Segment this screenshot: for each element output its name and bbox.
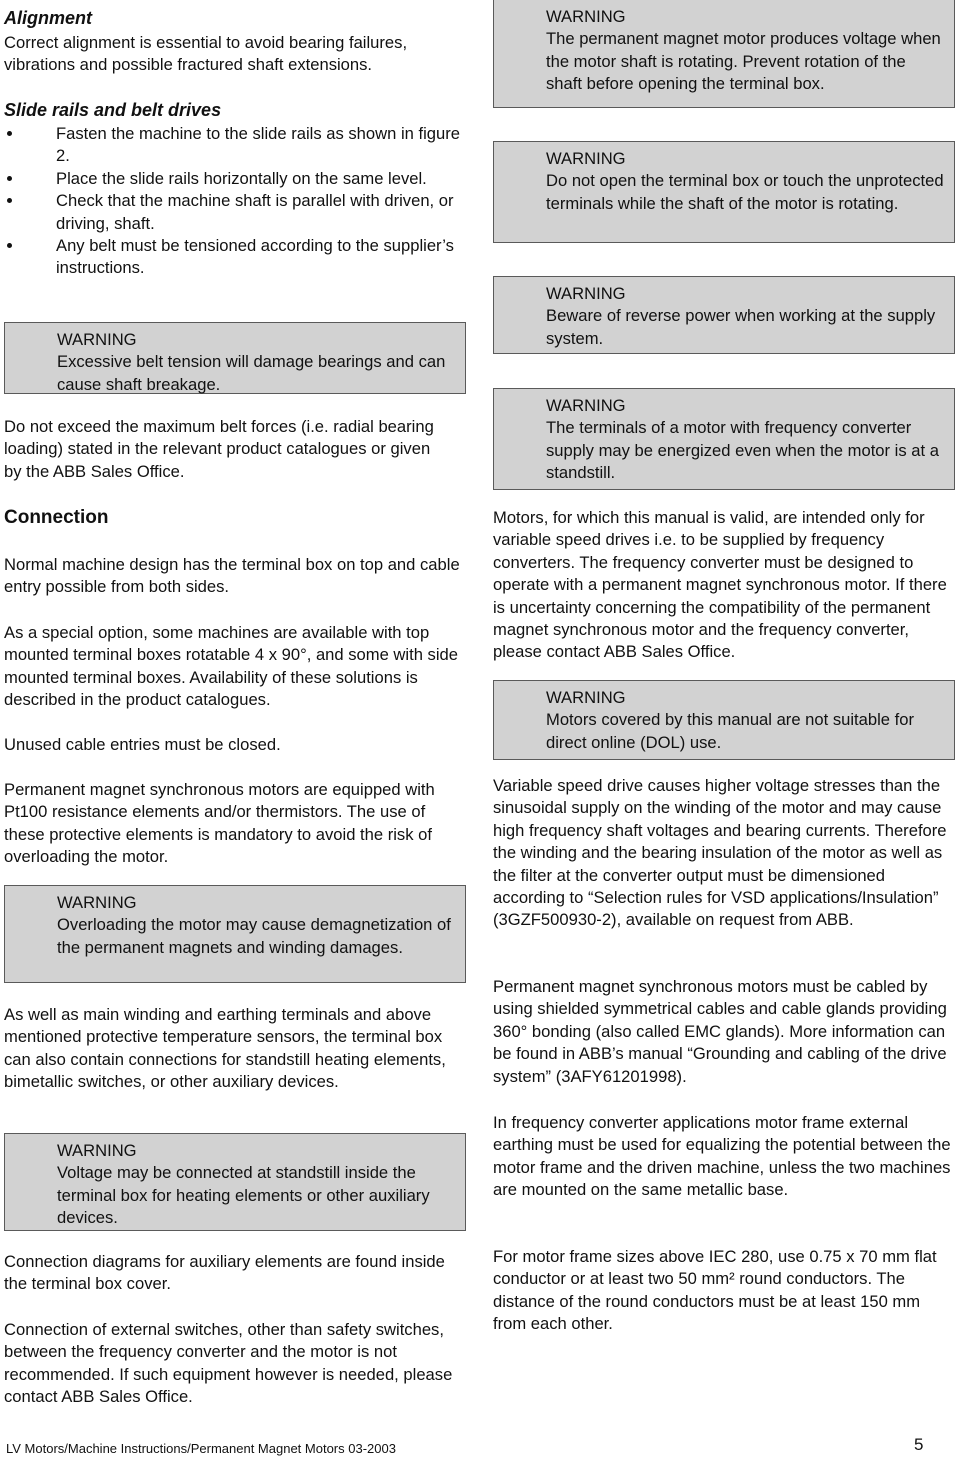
warning-box	[493, 388, 955, 490]
warning-text: The terminals of a motor with frequency converter supply may be energized even when the motor is at a standstill.	[546, 418, 939, 483]
warning-text: The permanent magnet motor produces voltage when the motor shaft is rotating. Prevent rotation of the shaft before opening the terminal box.	[546, 29, 941, 94]
warning-box	[493, 680, 955, 760]
warning-title: WARNING	[57, 330, 137, 349]
paragraph: For motor frame sizes above IEC 280, use 0.75 x 70 mm flat conductor or at least two 50 mm² round conductors. The distance of the round conductors must be at least 150 mm from each other.	[493, 1247, 937, 1334]
warning-title: WARNING	[546, 688, 626, 707]
paragraph: As a special option, some machines are available with top mounted terminal boxes rotatable 4 x 90°, and some with side mounted terminal boxes. Availability of these solutions is described in the product catalogues.	[4, 623, 458, 710]
alignment-text: Correct alignment is essential to avoid bearing failures, vibrations and possible fractured shaft extensions.	[4, 33, 408, 75]
connection-heading: Connection	[4, 507, 109, 528]
warning-text: Voltage may be connected at standstill inside the terminal box for heating elements or other auxiliary devices.	[57, 1163, 430, 1228]
paragraph: Motors, for which this manual is valid, are intended only for variable speed drives i.e. to be supplied by frequency converters. The frequency converter must be designed to operate with a permanent magnet synchronous motor. If there is uncertainty concerning the compatibility of the permanent magnet synchronous motor and the frequency converter, please contact ABB Sales Office.	[493, 508, 947, 662]
warning-title: WARNING	[546, 284, 626, 303]
warning-title: WARNING	[546, 7, 626, 26]
warning-box	[493, 276, 955, 354]
paragraph: Connection diagrams for auxiliary elements are found inside the terminal box cover.	[4, 1252, 445, 1294]
warning-box	[4, 322, 466, 394]
list-item: Place the slide rails horizontally on the same level.	[4, 168, 466, 190]
warning-box	[493, 141, 955, 243]
warning-text: Overloading the motor may cause demagnetization of the permanent magnets and winding damages.	[57, 915, 451, 957]
paragraph: Permanent magnet synchronous motors are equipped with Pt100 resistance elements and/or thermistors. The use of these protective elements is mandatory to avoid the risk of overloading the motor.	[4, 780, 435, 867]
list-item: Fasten the machine to the slide rails as shown in figure 2.	[4, 123, 466, 168]
list-item: Check that the machine shaft is parallel with driven, or driving, shaft.	[4, 190, 466, 235]
warning-box	[493, 0, 955, 108]
paragraph: As well as main winding and earthing terminals and above mentioned protective temperature sensors, the terminal box can also contain connections for standstill heating elements, bimetallic switches, or other auxiliary devices.	[4, 1005, 446, 1092]
belt-forces-text: Do not exceed the maximum belt forces (i.e. radial bearing loading) stated in the relevant product catalogues or given by the ABB Sales Office.	[4, 417, 434, 481]
paragraph: Permanent magnet synchronous motors must be cabled by using shielded symmetrical cables and cable glands providing 360° bonding (also called EMC glands). More information can be found in ABB’s manual “Grounding and cabling of the drive system” (3AFY61201998).	[493, 977, 947, 1086]
warning-box	[4, 1133, 466, 1231]
warning-title: WARNING	[57, 1141, 137, 1160]
paragraph: Connection of external switches, other than safety switches, between the frequency converter and the motor is not recommended. If such equipment however is needed, please contact ABB Sales Office.	[4, 1320, 453, 1407]
warning-title: WARNING	[546, 149, 626, 168]
paragraph: Normal machine design has the terminal box on top and cable entry possible from both sides.	[4, 555, 460, 597]
paragraph: Variable speed drive causes higher voltage stresses than the sinusoidal supply on the winding of the motor and may cause high frequency shaft voltages and bearing currents. Therefore the winding and the bearing insulation of the motor as well as the filter at the converter output must be dimensioned according to “Selection rules for VSD applications/Insulation” (3GZF500930-2), available on request from ABB.	[493, 776, 947, 930]
list-item: Any belt must be tensioned according to the supplier’s instructions.	[4, 235, 466, 280]
warning-title: WARNING	[546, 396, 626, 415]
warning-text: Excessive belt tension will damage bearings and can cause shaft breakage.	[57, 352, 446, 394]
page-number: 5	[914, 1435, 924, 1454]
slide-rails-heading: Slide rails and belt drives	[4, 100, 222, 120]
paragraph: In frequency converter applications motor frame external earthing must be used for equalizing the potential between the motor frame and the driven machine, unless the two machines are mounted on the same metallic base.	[493, 1113, 951, 1200]
warning-text: Motors covered by this manual are not suitable for direct online (DOL) use.	[546, 710, 915, 752]
alignment-heading: Alignment	[4, 8, 92, 28]
paragraph: Unused cable entries must be closed.	[4, 735, 281, 754]
warning-box	[4, 885, 466, 983]
warning-text: Beware of reverse power when working at the supply system.	[546, 306, 936, 348]
warning-title: WARNING	[57, 893, 137, 912]
footer-text: LV Motors/Machine Instructions/Permanent Magnet Motors 03-2003	[6, 1441, 396, 1456]
slide-rails-list	[4, 123, 466, 280]
warning-text: Do not open the terminal box or touch the unprotected terminals while the shaft of the motor is rotating.	[546, 171, 944, 213]
